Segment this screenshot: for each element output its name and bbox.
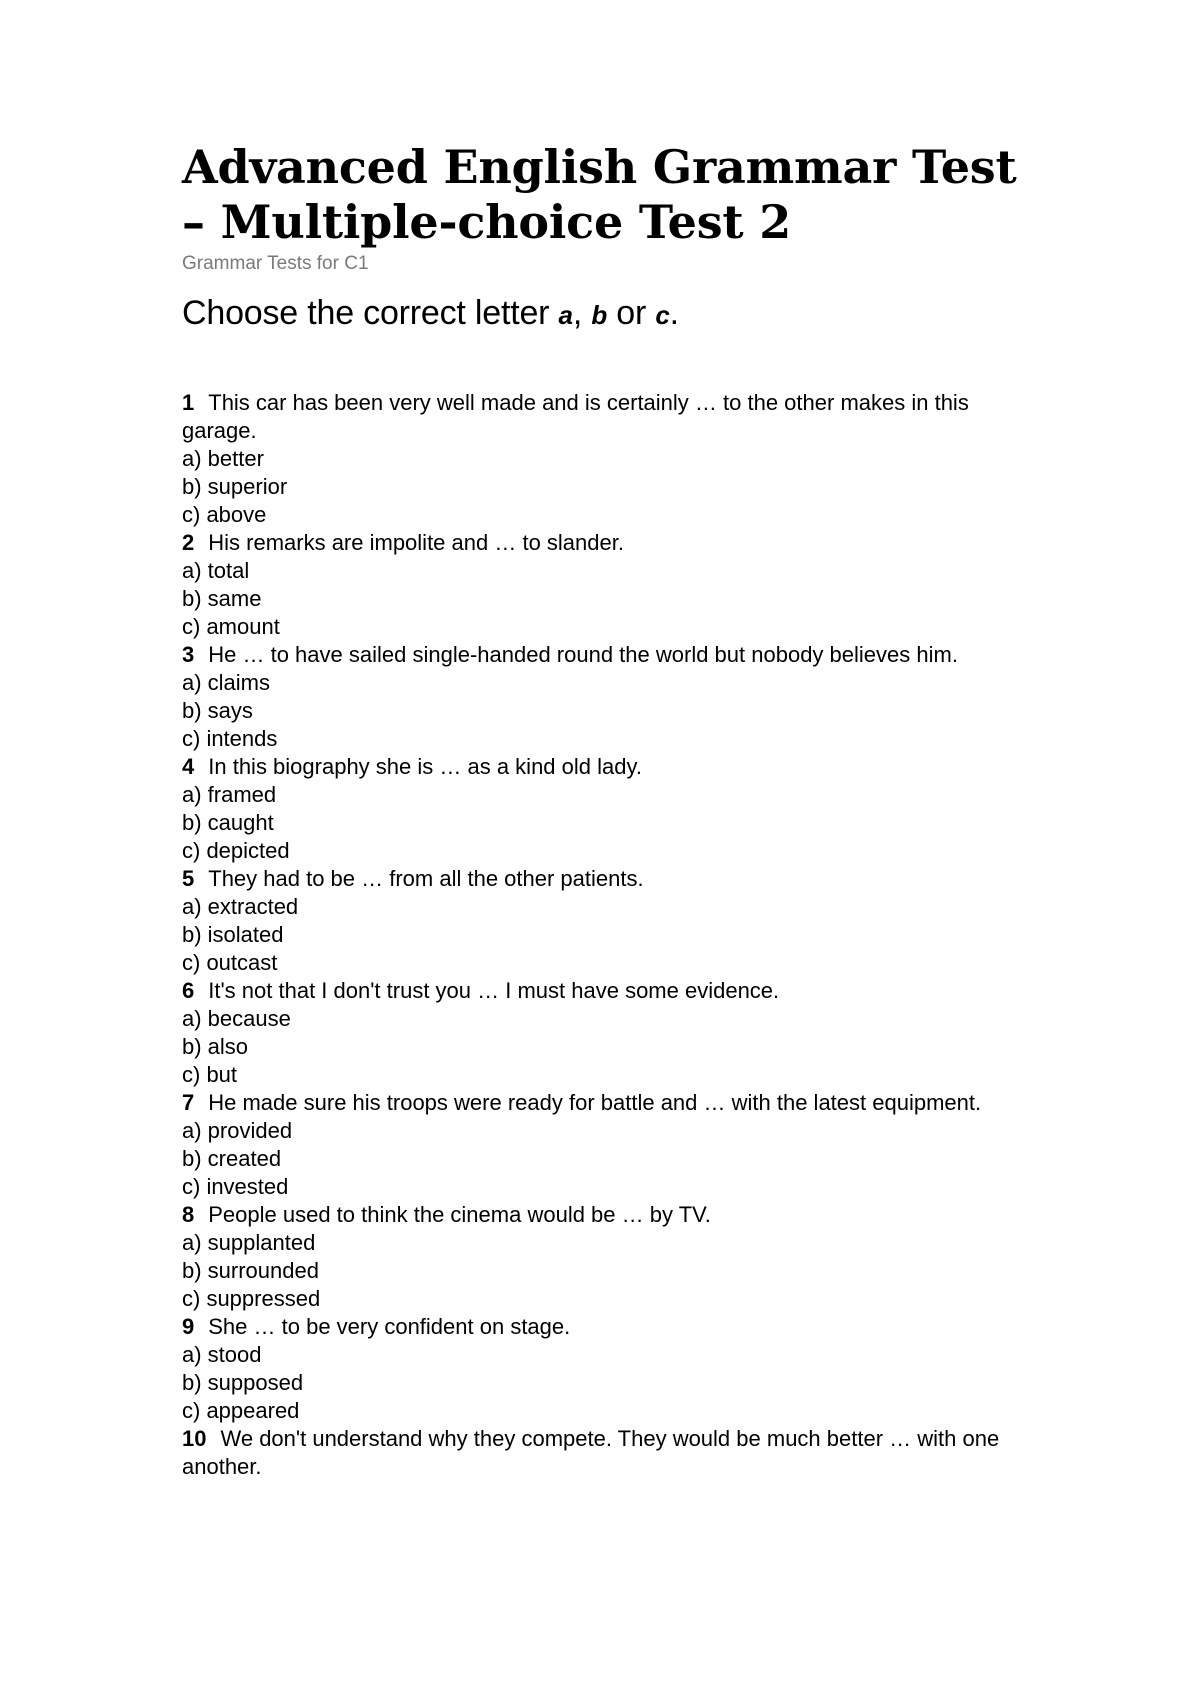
question-number: 3 [182, 642, 195, 667]
answer-option: c) intends [182, 726, 278, 751]
question-text [182, 1201, 1032, 1229]
question-item [182, 753, 1032, 865]
instruction-or: or [607, 294, 656, 332]
question-text [182, 865, 1032, 893]
question-number: 4 [182, 754, 195, 779]
instruction-prefix: Choose the correct letter [182, 294, 559, 332]
question-item [182, 529, 1032, 641]
answer-option: b) caught [182, 810, 274, 835]
instruction-comma: , [572, 294, 592, 332]
question-stem: We don't understand why they compete. They would be much better … with one another. [182, 1426, 1000, 1479]
question-text [182, 529, 1032, 557]
question-number: 6 [182, 978, 195, 1003]
instruction [182, 293, 1032, 335]
answer-option: b) created [182, 1146, 282, 1171]
answer-option: b) superior [182, 474, 288, 499]
question-number: 7 [182, 1090, 195, 1115]
question-stem: This car has been very well made and is certainly … to the other makes in this garage. [182, 390, 969, 443]
subtitle: Grammar Tests for C1 [182, 253, 369, 274]
answer-option: b) says [182, 698, 253, 723]
answer-option: b) same [182, 586, 262, 611]
document-page [182, 140, 1032, 1481]
instruction-letter-a: a [558, 300, 573, 330]
question-number: 1 [182, 390, 195, 415]
page-title [182, 140, 1032, 250]
answer-option: c) outcast [182, 950, 278, 975]
answer-option: a) framed [182, 782, 277, 807]
question-item [182, 389, 1032, 529]
answer-option: a) claims [182, 670, 271, 695]
question-number: 5 [182, 866, 195, 891]
instruction-period: . [669, 294, 679, 332]
question-item [182, 1089, 1032, 1201]
instruction-letter-c: c [655, 300, 670, 330]
question-item [182, 977, 1032, 1089]
question-list [182, 389, 1032, 1481]
answer-option: b) supposed [182, 1370, 304, 1395]
answer-option: a) extracted [182, 894, 299, 919]
answer-option: c) amount [182, 614, 280, 639]
question-item [182, 641, 1032, 753]
question-item [182, 1425, 1032, 1481]
answer-option: a) stood [182, 1342, 262, 1367]
answer-option: c) invested [182, 1174, 289, 1199]
answer-option: b) surrounded [182, 1258, 319, 1283]
title-line-1: Advanced English Grammar Test [182, 140, 1017, 194]
question-item [182, 1313, 1032, 1425]
answer-option: a) because [182, 1006, 291, 1031]
answer-option: c) suppressed [182, 1286, 321, 1311]
question-number: 9 [182, 1314, 195, 1339]
answer-option: a) provided [182, 1118, 293, 1143]
answer-option: a) better [182, 446, 264, 471]
question-item [182, 865, 1032, 977]
question-stem: She … to be very confident on stage. [208, 1314, 571, 1339]
question-stem: He … to have sailed single-handed round the world but nobody believes him. [208, 642, 958, 667]
answer-option: c) but [182, 1062, 238, 1087]
question-number: 2 [182, 530, 195, 555]
question-stem: He made sure his troops were ready for battle and … with the latest equipment. [208, 1090, 982, 1115]
question-stem: In this biography she is … as a kind old lady. [208, 754, 642, 779]
answer-option: b) also [182, 1034, 249, 1059]
answer-option: c) depicted [182, 838, 290, 863]
question-stem: It's not that I don't trust you … I must have some evidence. [208, 978, 780, 1003]
answer-option: b) isolated [182, 922, 284, 947]
question-text [182, 389, 1032, 445]
question-item [182, 1201, 1032, 1313]
answer-option: c) appeared [182, 1398, 300, 1423]
question-text [182, 977, 1032, 1005]
question-stem: People used to think the cinema would be … by TV. [208, 1202, 711, 1227]
instruction-letter-b: b [591, 300, 607, 330]
answer-option: c) above [182, 502, 267, 527]
question-text [182, 641, 1032, 669]
question-stem: They had to be … from all the other patients. [208, 866, 644, 891]
answer-option: a) total [182, 558, 250, 583]
question-text [182, 1313, 1032, 1341]
answer-option: a) supplanted [182, 1230, 316, 1255]
question-text [182, 1089, 1032, 1117]
question-stem: His remarks are impolite and … to slander. [208, 530, 624, 555]
question-number: 8 [182, 1202, 195, 1227]
question-number: 10 [182, 1426, 207, 1451]
title-line-2: – Multiple-choice Test 2 [182, 195, 792, 249]
question-text [182, 753, 1032, 781]
question-text [182, 1425, 1032, 1481]
